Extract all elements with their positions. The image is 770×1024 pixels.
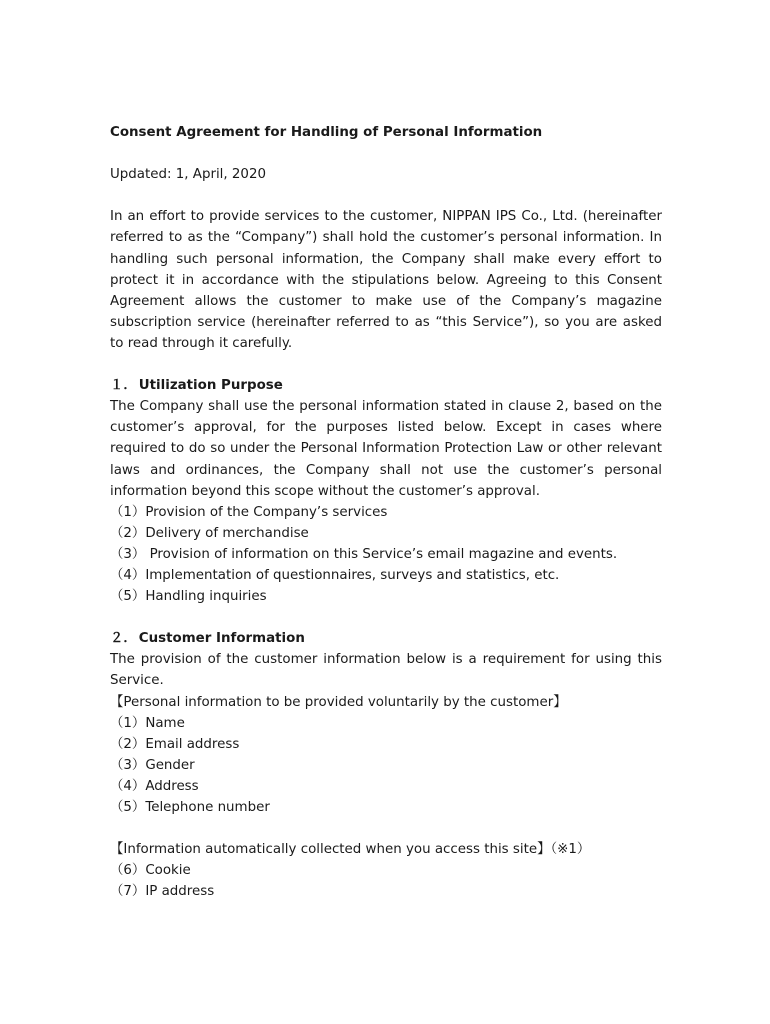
list-item-number: （1） <box>110 715 146 731</box>
list-item-text: Delivery of merchandise <box>145 525 309 541</box>
list-item-number: （5） <box>110 800 146 815</box>
list-item <box>110 797 662 818</box>
list-item-text: Address <box>145 778 199 794</box>
section-number: １． <box>110 378 137 394</box>
list-item <box>110 502 662 523</box>
list-item <box>110 860 662 881</box>
list-item-text: Email address <box>145 736 240 752</box>
list-item-text: Telephone number <box>145 800 270 815</box>
list-item-text: Provision of the Company’s services <box>145 504 388 520</box>
spacer <box>110 818 662 839</box>
spacer <box>110 185 662 206</box>
section-2-heading <box>110 628 662 649</box>
voluntary-info-list <box>110 713 662 818</box>
list-item-number: （5） <box>110 589 146 605</box>
list-item-text: Cookie <box>145 863 191 879</box>
list-item <box>110 544 662 565</box>
list-item <box>110 734 662 755</box>
list-item <box>110 755 662 776</box>
list-item <box>110 586 662 607</box>
document-title: Consent Agreement for Handling of Personal Information <box>110 125 543 140</box>
list-item-number: （4） <box>110 567 146 583</box>
section-number: ２． <box>110 631 137 647</box>
list-item-text: IP address <box>145 884 215 900</box>
list-item <box>110 565 662 586</box>
list-item-number: （4） <box>110 778 146 794</box>
list-item-number: （2） <box>110 525 146 541</box>
section-title: Utilization Purpose <box>138 378 283 394</box>
list-item <box>110 881 662 902</box>
list-item-number: （7） <box>110 884 146 900</box>
list-item-text: Handling inquiries <box>145 589 267 605</box>
document-page <box>110 122 662 902</box>
section-2-body: The provision of the customer information below is a requirement for using this Service. <box>110 652 662 689</box>
section-1-body: The Company shall use the personal information stated in clause 2, based on the customer’s approval, for the purposes listed below. Except in cases where required to do so under the Personal Information Protection Law or other relevant laws and ordinances, the Company shall not use the customer’s personal information beyond this scope without the customer’s approval. <box>110 399 662 499</box>
list-item-number: （6） <box>110 863 146 879</box>
updated-date: Updated: 1, April, 2020 <box>110 167 266 183</box>
list-item <box>110 776 662 797</box>
list-item-text: Provision of information on this Service’s email magazine and events. <box>145 546 618 562</box>
list-item <box>110 713 662 734</box>
list-item-text: Gender <box>145 757 195 773</box>
section-title: Customer Information <box>138 631 305 647</box>
voluntary-info-label: 【Personal information to be provided voluntarily by the customer】 <box>110 694 567 710</box>
list-item-number: （3） <box>110 757 146 773</box>
list-item-text: Implementation of questionnaires, surveys and statistics, etc. <box>145 567 560 583</box>
spacer <box>110 354 662 375</box>
intro-paragraph: In an effort to provide services to the customer, NIPPAN IPS Co., Ltd. (hereinafter referred to as the “Company”) shall hold the customer’s personal information. In handling such personal information, the Company shall make every effort to protect it in accordance with the stipulations below. Agreeing to this Consent Agreement allows the customer to make use of the Company’s magazine subscription service (hereinafter referred to as “this Service”), so you are asked to read through it carefully. <box>110 209 662 351</box>
list-item-text: Name <box>145 715 185 731</box>
utilization-purpose-list <box>110 502 662 607</box>
list-item-number: （3） <box>110 546 146 562</box>
list-item-number: （1） <box>110 504 146 520</box>
list-item-number: （2） <box>110 736 146 752</box>
auto-collected-info-list <box>110 860 662 902</box>
auto-collected-info-label: 【Information automatically collected when you access this site】（※1） <box>110 842 591 858</box>
spacer <box>110 607 662 628</box>
section-1-heading <box>110 375 662 396</box>
list-item <box>110 523 662 544</box>
spacer <box>110 143 662 164</box>
